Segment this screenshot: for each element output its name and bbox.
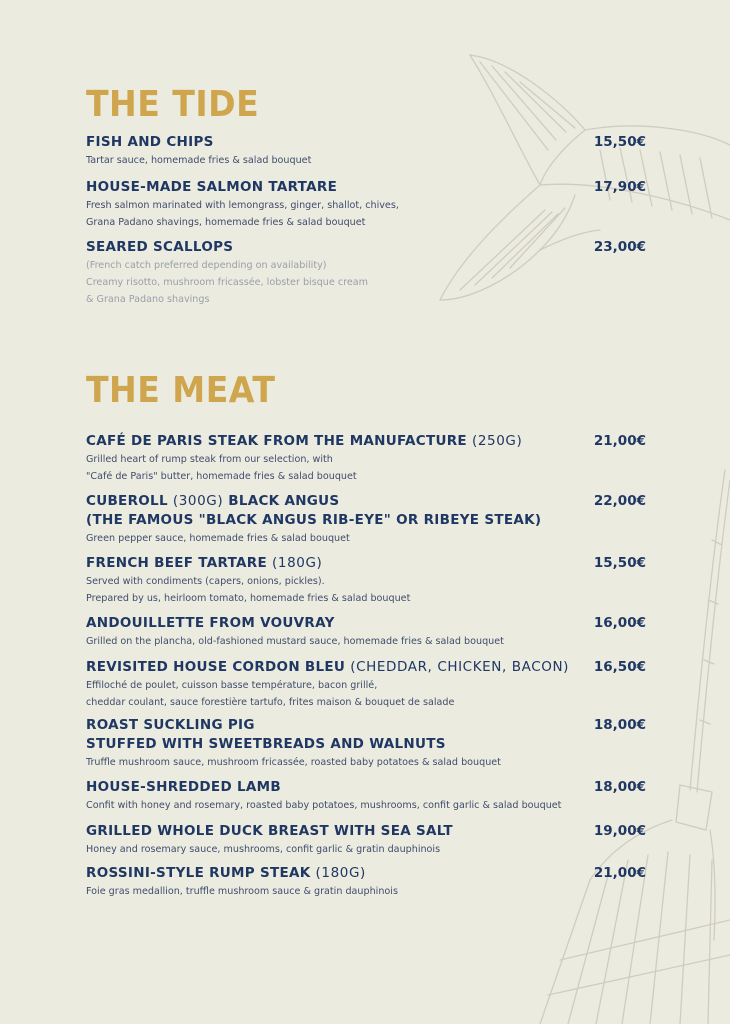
item-name: ROAST SUCKLING PIG	[86, 717, 255, 733]
item-name: HOUSE-MADE SALMON TARTARE	[86, 179, 338, 195]
menu-item	[86, 614, 646, 650]
item-desc: Tartar sauce, homemade fries & salad bouquet	[86, 155, 312, 166]
item-portion: (180G)	[315, 865, 366, 881]
menu-item	[86, 864, 646, 900]
item-desc: Foie gras medallion, truffle mushroom sauce & gratin dauphinois	[86, 886, 398, 897]
item-desc: & Grana Padano shavings	[86, 294, 210, 305]
item-name-line2: (THE FAMOUS "BLACK ANGUS RIB-EYE" OR RIBEYE STEAK)	[86, 512, 542, 528]
menu-item	[86, 432, 646, 485]
item-desc: Prepared by us, heirloom tomato, homemade fries & salad bouquet	[86, 593, 411, 604]
item-portion: (250G)	[471, 433, 523, 449]
item-price: 21,00€	[593, 433, 646, 449]
item-name-text: CAFÉ DE PARIS STEAK FROM THE MANUFACTURE	[86, 433, 467, 449]
item-price: 16,00€	[593, 615, 646, 631]
item-name-line2: STUFFED WITH SWEETBREADS AND WALNUTS	[86, 736, 446, 752]
item-desc: "Café de Paris" butter, homemade fries & salad bouquet	[86, 471, 357, 482]
item-name-text: FRENCH BEEF TARTARE	[86, 555, 268, 571]
item-desc: Honey and rosemary sauce, mushrooms, confit garlic & gratin dauphinois	[86, 844, 441, 855]
item-name-text: BLACK ANGUS	[228, 493, 340, 509]
section-title-tide: THE TIDE	[86, 84, 260, 125]
item-name: FISH AND CHIPS	[86, 134, 214, 150]
item-desc: Green pepper sauce, homemade fries & salad bouquet	[86, 533, 350, 544]
item-portion: (180G)	[272, 555, 323, 571]
item-price: 21,00€	[593, 865, 646, 881]
item-name	[86, 658, 646, 677]
item-price: 15,50€	[593, 134, 646, 150]
item-price: 17,90€	[593, 179, 646, 195]
menu-item	[86, 133, 646, 169]
item-desc: Truffle mushroom sauce, mushroom fricassée, roasted baby potatoes & salad bouquet	[86, 757, 501, 768]
item-price: 22,00€	[593, 493, 646, 509]
item-name	[86, 492, 646, 511]
menu-item	[86, 778, 646, 814]
item-portion: (CHEDDAR, CHICKEN, BACON)	[350, 659, 570, 675]
item-desc: Served with condiments (capers, onions, pickles).	[86, 576, 325, 587]
item-name: HOUSE-SHREDDED LAMB	[86, 779, 281, 795]
menu-item	[86, 658, 646, 711]
item-price: 16,50€	[593, 659, 646, 675]
item-name: ANDOUILLETTE FROM VOUVRAY	[86, 615, 335, 631]
item-name: GRILLED WHOLE DUCK BREAST WITH SEA SALT	[86, 823, 453, 839]
item-portion: (300G)	[172, 493, 224, 509]
item-desc: (French catch preferred depending on availability)	[86, 260, 327, 271]
item-price: 23,00€	[593, 239, 646, 255]
item-desc: Grana Padano shavings, homemade fries & salad bouquet	[86, 217, 366, 228]
item-desc: Confit with honey and rosemary, roasted baby potatoes, mushrooms, confit garlic & salad bouquet	[86, 800, 562, 811]
item-name	[86, 554, 646, 573]
item-price: 19,00€	[593, 823, 646, 839]
item-desc: Fresh salmon marinated with lemongrass, ginger, shallot, chives,	[86, 200, 399, 211]
menu-item	[86, 178, 646, 231]
item-desc: cheddar coulant, sauce forestière tartufo, frites maison & bouquet de salade	[86, 697, 455, 708]
item-name	[86, 432, 646, 451]
item-desc: Creamy risotto, mushroom fricassée, lobster bisque cream	[86, 277, 368, 288]
item-price: 18,00€	[593, 717, 646, 733]
item-desc: Effiloché de poulet, cuisson basse température, bacon grillé,	[86, 680, 378, 691]
item-desc: Grilled on the plancha, old-fashioned mustard sauce, homemade fries & salad bouquet	[86, 636, 504, 647]
item-desc: Grilled heart of rump steak from our selection, with	[86, 454, 333, 465]
item-price: 18,00€	[593, 779, 646, 795]
item-price: 15,50€	[593, 555, 646, 571]
menu-item	[86, 492, 646, 547]
menu-item	[86, 238, 646, 308]
item-name-text: REVISITED HOUSE CORDON BLEU	[86, 659, 346, 675]
item-name	[86, 864, 646, 883]
item-name-text: CUBEROLL	[86, 493, 168, 509]
menu-item	[86, 822, 646, 858]
menu-item	[86, 554, 646, 607]
item-name: SEARED SCALLOPS	[86, 239, 234, 255]
menu-item	[86, 716, 646, 771]
section-title-meat: THE MEAT	[86, 370, 276, 411]
item-name-text: ROSSINI-STYLE RUMP STEAK	[86, 865, 311, 881]
